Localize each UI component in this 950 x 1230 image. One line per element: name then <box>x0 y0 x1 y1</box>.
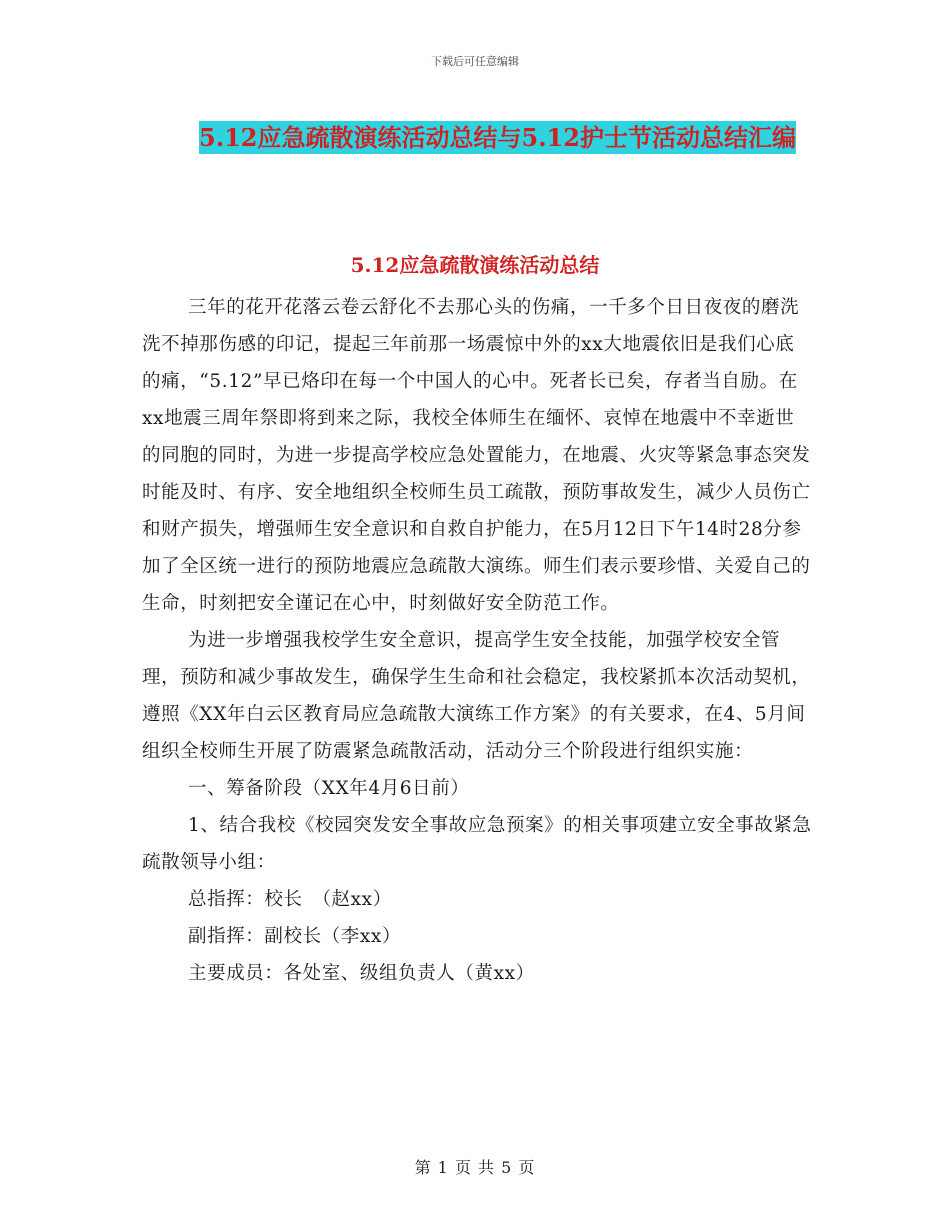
main-title <box>185 112 810 164</box>
paragraph-item-1: 1、结合我校《校园突发安全事故应急预案》的相关事项建立安全事故紧急疏散领导小组： <box>142 815 812 873</box>
paragraph-purpose: 为进一步增强我校学生安全意识，提高学生安全技能，加强学校安全管理，预防和减少事故发生，确保学生生命和社会稳定，我校紧抓本次活动契机，遵照《XX年白云区教育局应急疏散大演练工作方案》的有关要求，在4、5月间组织全校师生开展了防震紧急疏散活动，活动分三个阶段进行组织实施： <box>142 630 811 762</box>
document-body <box>142 289 812 992</box>
paragraph-members: 主要成员：各处室、级组负责人（黄xx） <box>188 963 535 984</box>
paragraph-stage-heading: 一、筹备阶段（XX年4月6日前） <box>188 778 470 799</box>
paragraph-intro: 三年的花开花落云卷云舒化不去那心头的伤痛，一千多个日日夜夜的磨洗洗不掉那伤感的印记，提起三年前那一场震惊中外的xx大地震依旧是我们心底的痛，“5.12”早已烙印在每一个中国人的心中。死者长已矣，存者当自励。在xx地震三周年祭即将到来之际，我校全体师生在缅怀、哀悼在地震中不幸逝世的同胞的同时，为进一步提高学校应急处置能力，在地震、火灾等紧急事态突发时能及时、有序、安全地组织全校师生员工疏散，预防事故发生，减少人员伤亡和财产损失，增强师生安全意识和自救自护能力，在5月12日下午14时28分参加了全区统一进行的预防地震应急疏散大演练。师生们表示要珍惜、关爱自己的生命，时刻把安全谨记在心中，时刻做好安全防范工作。 <box>142 297 811 614</box>
paragraph-deputy: 副指挥：副校长（李xx） <box>188 926 402 947</box>
header-note: 下载后可任意编辑 <box>431 55 519 68</box>
page-footer: 第 1 页 共 5 页 <box>414 1158 536 1177</box>
main-title-text: 5.12应急疏散演练活动总结与5.12护士节活动总结汇编 <box>199 123 796 152</box>
section-title: 5.12应急疏散演练活动总结 <box>350 253 600 277</box>
paragraph-commander: 总指挥：校长 （赵xx） <box>188 889 392 910</box>
